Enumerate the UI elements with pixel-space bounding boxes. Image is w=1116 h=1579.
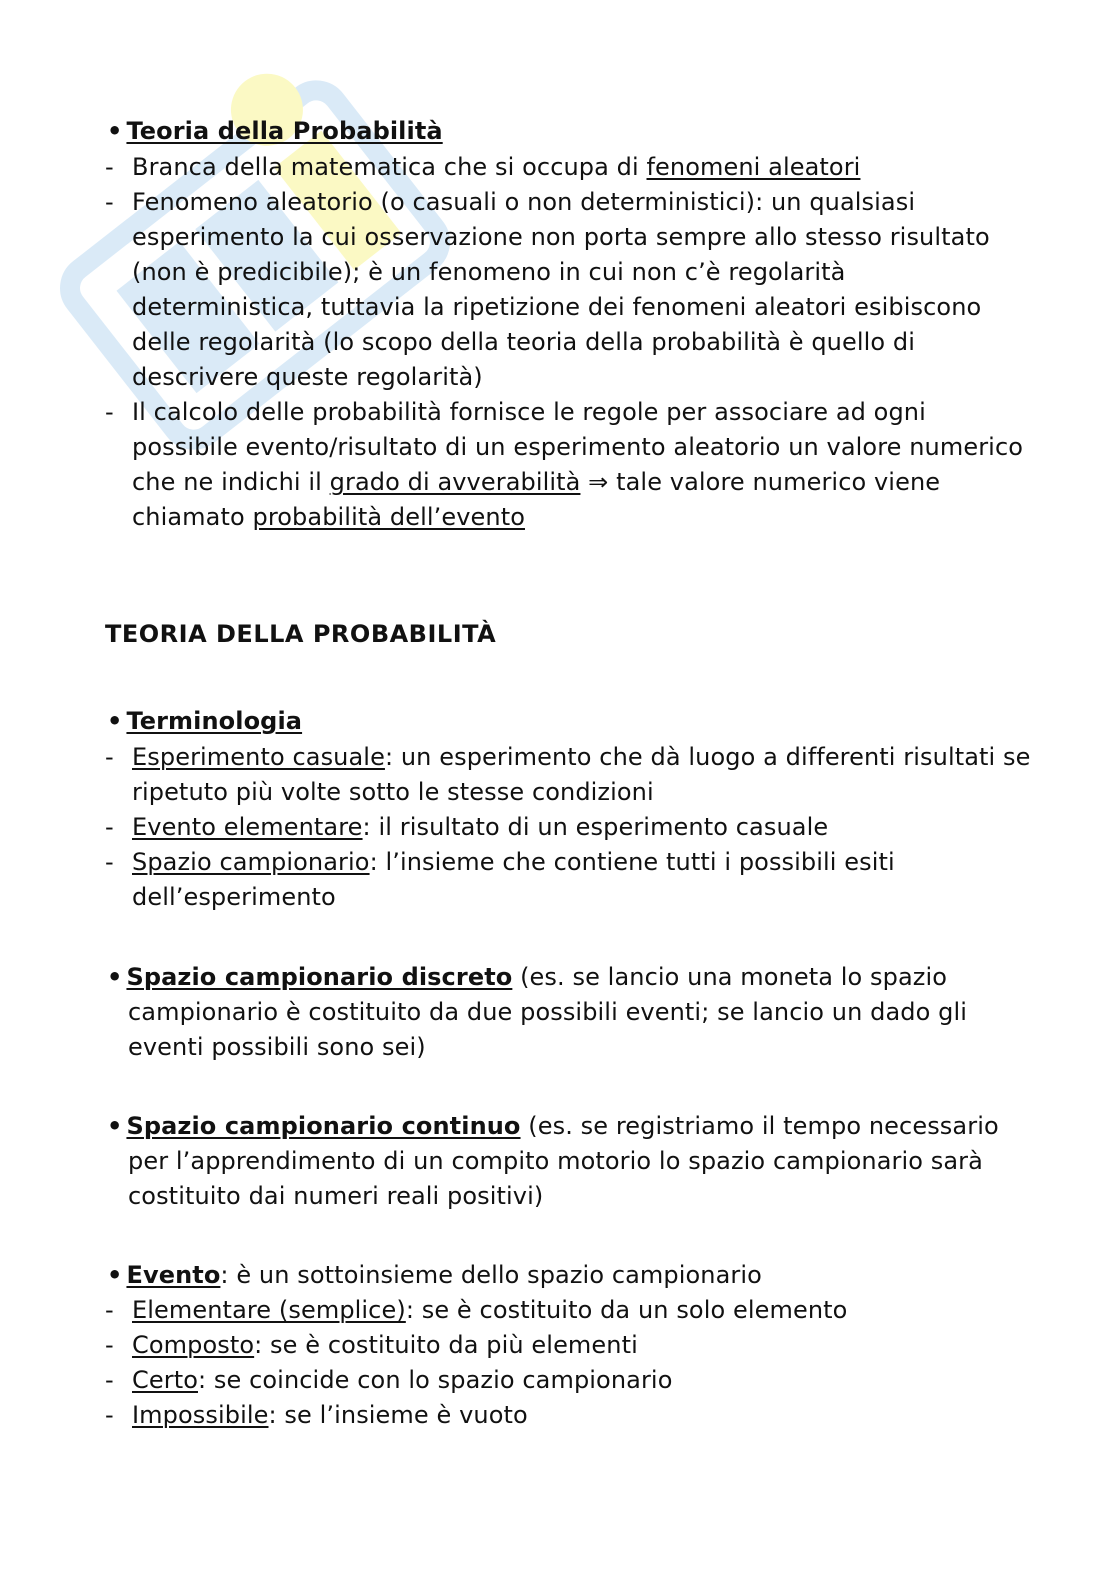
bullet-dot: • <box>107 1112 123 1140</box>
terminologia-item-2-line-0 <box>132 845 895 880</box>
text-run: ripetuto più volte sotto le stesse condizioni <box>132 778 654 806</box>
section-title: TEORIA DELLA PROBABILITÀ <box>105 620 497 648</box>
intro-item-1-line-2 <box>132 255 845 290</box>
intro-item-0-line-0 <box>132 150 860 185</box>
evento-term: Certo <box>132 1366 198 1394</box>
text-run: ⇒ tale valore numerico viene <box>580 468 941 496</box>
discreto-line-1 <box>107 960 947 995</box>
underlined-term: probabilità dell’evento <box>252 503 525 531</box>
text-run: descrivere queste regolarità) <box>132 363 483 391</box>
text-run: esperimento la cui osservazione non porta sempre allo stesso risultato <box>132 223 990 251</box>
terminologia-item-0-line-0 <box>132 740 1031 775</box>
evento-term: Impossibile <box>132 1401 269 1429</box>
text-run: che ne indichi il <box>132 468 330 496</box>
evento-heading-line <box>107 1258 762 1293</box>
text-run: Fenomeno aleatorio (o casuali o non deterministici): un qualsiasi <box>132 188 916 216</box>
list-dash: - <box>105 1366 114 1394</box>
underlined-term: Esperimento casuale <box>132 743 385 771</box>
evento-definition: : se coincide con lo spazio campionario <box>197 1366 673 1394</box>
continuo-text: (es. se registriamo il tempo necessario <box>520 1112 999 1140</box>
continuo-line-2: per l’apprendimento di un compito motorio lo spazio campionario sarà <box>128 1147 983 1175</box>
text-run: : un esperimento che dà luogo a differenti risultati se <box>384 743 1031 771</box>
text-run: possibile evento/risultato di un esperimento aleatorio un valore numerico <box>132 433 1024 461</box>
evento-definition: : se è costituito da un solo elemento <box>405 1296 848 1324</box>
discreto-text: (es. se lancio una moneta lo spazio <box>512 963 948 991</box>
terminologia-item-0-line-1 <box>132 775 654 810</box>
continuo-heading: Spazio campionario continuo <box>126 1112 521 1140</box>
evento-item-1 <box>132 1328 638 1363</box>
list-dash: - <box>105 813 114 841</box>
underlined-term: fenomeni aleatori <box>646 153 861 181</box>
terminologia-heading-line <box>107 704 302 739</box>
text-run: dell’esperimento <box>132 883 336 911</box>
intro-item-2-line-1 <box>132 430 1023 465</box>
intro-item-1-line-5 <box>132 360 483 395</box>
continuo-line-3: costituito dai numeri reali positivi) <box>128 1182 544 1210</box>
underlined-term: grado di avverabilità <box>329 468 581 496</box>
list-dash: - <box>105 398 114 426</box>
text-run: Branca della matematica che si occupa di <box>132 153 647 181</box>
text-run: delle regolarità (lo scopo della teoria della probabilità è quello di <box>132 328 915 356</box>
text-run: : il risultato di un esperimento casuale <box>362 813 829 841</box>
text-run: chiamato <box>132 503 253 531</box>
continuo-line-1 <box>107 1109 999 1144</box>
intro-item-2-line-3 <box>132 500 525 535</box>
underlined-term: Spazio campionario <box>132 848 370 876</box>
intro-item-1-line-4 <box>132 325 915 360</box>
intro-heading-line <box>107 114 443 149</box>
evento-item-2 <box>132 1363 672 1398</box>
evento-item-0 <box>132 1293 847 1328</box>
intro-item-1-line-1 <box>132 220 990 255</box>
terminologia-heading: Terminologia <box>126 707 303 735</box>
bullet-dot: • <box>107 1261 123 1289</box>
text-run: : l’insieme che contiene tutti i possibili esiti <box>369 848 895 876</box>
intro-item-1-line-3 <box>132 290 981 325</box>
evento-definition: : se l’insieme è vuoto <box>268 1401 528 1429</box>
list-dash: - <box>105 743 114 771</box>
list-dash: - <box>105 1401 114 1429</box>
underlined-term: Evento elementare <box>132 813 363 841</box>
list-dash: - <box>105 153 114 181</box>
evento-heading: Evento <box>126 1261 221 1289</box>
bullet-dot: • <box>107 963 123 991</box>
intro-item-1-line-0 <box>132 185 915 220</box>
discreto-heading: Spazio campionario discreto <box>126 963 513 991</box>
text-run: Il calcolo delle probabilità fornisce le regole per associare ad ogni <box>132 398 926 426</box>
list-dash: - <box>105 188 114 216</box>
terminologia-item-1-line-0 <box>132 810 828 845</box>
list-dash: - <box>105 1331 114 1359</box>
intro-heading: Teoria della Probabilità <box>126 117 443 145</box>
evento-term: Elementare (semplice) <box>132 1296 406 1324</box>
intro-item-2-line-2 <box>132 465 940 500</box>
bullet-dot: • <box>107 707 123 735</box>
list-dash: - <box>105 1296 114 1324</box>
evento-term: Composto <box>132 1331 255 1359</box>
discreto-line-3: eventi possibili sono sei) <box>128 1033 426 1061</box>
evento-item-3 <box>132 1398 528 1433</box>
text-run: deterministica, tuttavia la ripetizione dei fenomeni aleatori esibiscono <box>132 293 982 321</box>
discreto-line-2: campionario è costituito da due possibili eventi; se lancio un dado gli <box>128 998 967 1026</box>
terminologia-item-2-line-1 <box>132 880 336 915</box>
evento-definition: : se è costituito da più elementi <box>254 1331 638 1359</box>
evento-heading-text: : è un sottoinsieme dello spazio campionario <box>220 1261 762 1289</box>
bullet-dot: • <box>107 117 123 145</box>
list-dash: - <box>105 848 114 876</box>
intro-item-2-line-0 <box>132 395 926 430</box>
text-run: (non è predicibile); è un fenomeno in cui non c’è regolarità <box>132 258 846 286</box>
